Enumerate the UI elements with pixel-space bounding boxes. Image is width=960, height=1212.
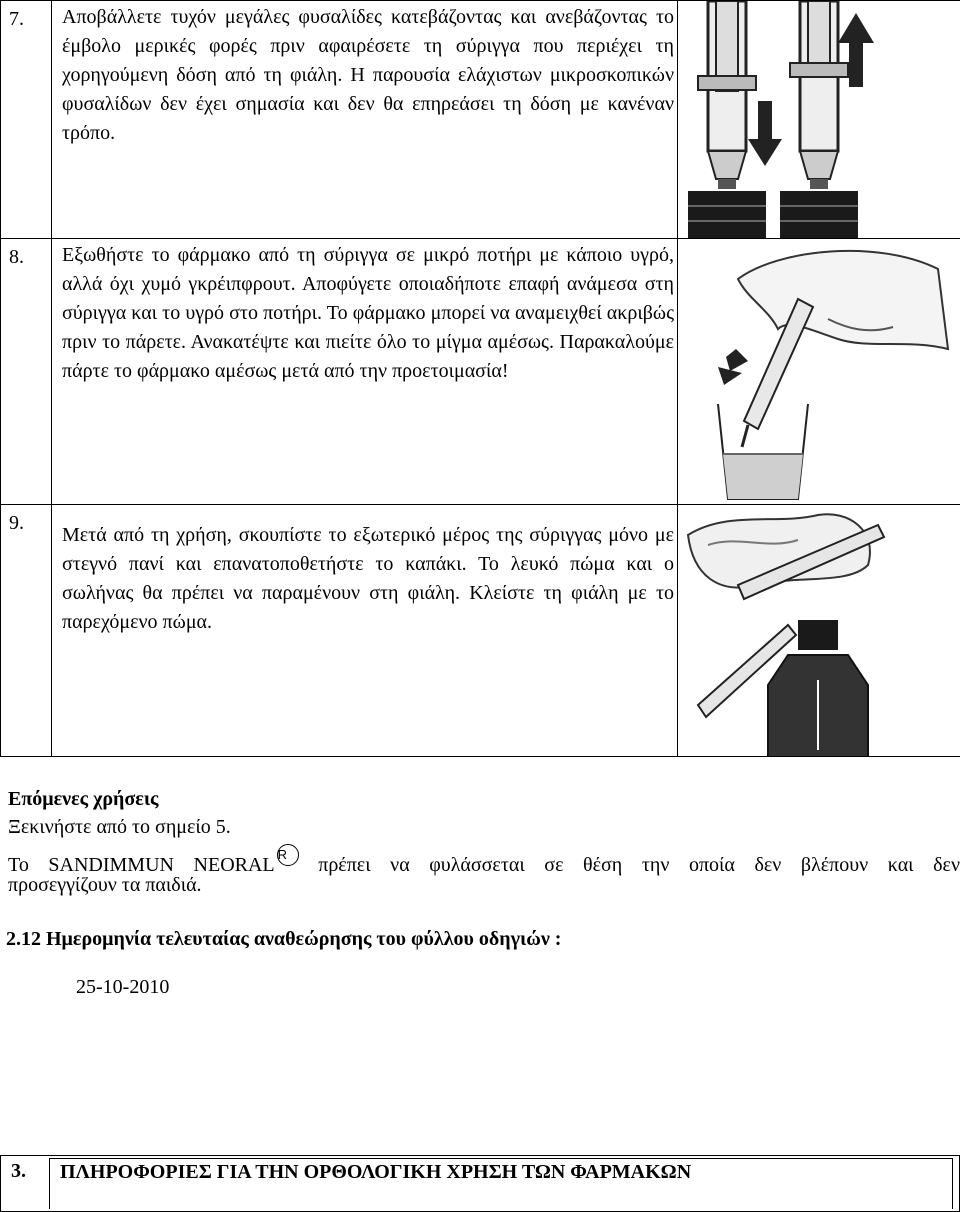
storage-warning-line-2: προσεγγίζουν τα παιδιά. (8, 874, 202, 896)
step-7-row (0, 0, 960, 239)
section-3-header (0, 1155, 960, 1212)
table-bottom-border (0, 756, 960, 757)
step-text: Μετά από τη χρήση, σκουπίστε το εξωτερικό μέρος της σύριγγας μόνο με στεγνό πανί και επανατοποθετήστε το καπάκι. Το λευκό πώμα και ο σωλήνας θα πρέπει να παραμένουν στη φιάλη. Κλείστε τη φιάλη με το παρεχόμενο πώμα. (62, 524, 674, 633)
step-9-row (0, 504, 960, 757)
step-number: 7. (0, 1, 52, 239)
section-number: 3. (11, 1160, 26, 1182)
revision-date: 25-10-2010 (76, 976, 170, 998)
step-number: 8. (0, 239, 52, 505)
syringe-bubbles-illustration (677, 1, 960, 239)
step-text: Εξωθήστε το φάρμακο από τη σύριγγα σε μικρό ποτήρι με κάποιο υγρό, αλλά όχι χυμό γκρέιπφρουτ. Αποφύγετε οποιαδήποτε επαφή ανάμεσα στη σύριγγα και το υγρό στο ποτήρι. Το φάρμακο μπορεί να αναμειχθεί ακριβώς πριν το πάρετε. Ανακατέψτε και πιείτε όλο το μίγμα αμέσως. Παρακαλούμε πάρτε το φάρμακο αμέσως μετά από την προετοιμασία! (62, 244, 674, 382)
storage-text-part-2: πρέπει να φυλάσσεται σε θέση την οποία δεν βλέπουν και δεν (298, 854, 960, 876)
registered-mark: R (277, 844, 299, 866)
wipe-syringe-bottle-illustration (677, 505, 960, 757)
next-uses-line: Ξεκινήστε από το σημείο 5. (8, 816, 231, 838)
step-text: Αποβάλλετε τυχόν μεγάλες φυσαλίδες κατεβάζοντας και ανεβάζοντας το έμβολο μερικές φορές πριν αφαιρέσετε τη σύριγγα που περιέχει τη χορηγούμενη δόση από τη φιάλη. Η παρουσία ελάχιστων μικροσκοπικών φυσαλίδων δεν έχει σημασία και δεν θα επηρεάσει τη δόση με κανέναν τρόπο. (62, 6, 674, 144)
revision-heading: 2.12 Ημερομηνία τελευταίας αναθεώρησης του φύλλου οδηγιών : (6, 928, 562, 950)
next-uses-heading: Επόμενες χρήσεις (8, 788, 159, 810)
syringe-into-glass-illustration (677, 239, 960, 505)
section-title: ΠΛΗΡΟΦΟΡΙΕΣ ΓΙΑ ΤΗΝ ΟΡΘΟΛΟΓΙΚΗ ΧΡΗΣΗ ΤΩΝ ΦΑΡΜΑΚΩΝ (49, 1158, 953, 1209)
storage-text-part-1: Το SANDIMMUN NEORAL (8, 854, 275, 876)
step-number: 9. (0, 505, 52, 757)
step-8-row (0, 238, 960, 505)
